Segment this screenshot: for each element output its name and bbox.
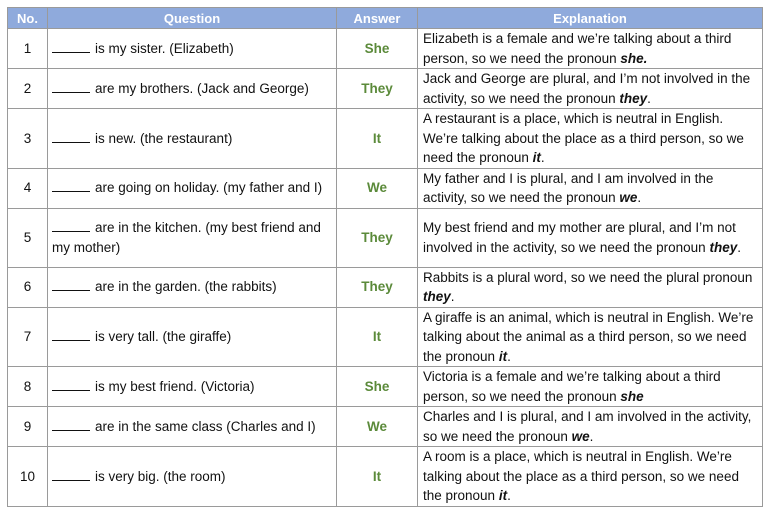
answer-blank [52, 130, 90, 143]
pronoun: she [620, 388, 644, 404]
row-number: 3 [8, 109, 48, 169]
answer-cell: She [337, 29, 418, 69]
question-text: are in the same class (Charles and I) [95, 418, 316, 434]
pronoun: they [619, 90, 648, 106]
question-cell [48, 168, 337, 208]
answer-cell: It [337, 307, 418, 367]
row-number: 2 [8, 69, 48, 109]
table-row [8, 367, 763, 407]
table-row [8, 267, 763, 307]
answer-blank [52, 40, 90, 53]
answer-blank [52, 328, 90, 341]
question-text: is very big. (the room) [95, 468, 226, 484]
question-text: is new. (the restaurant) [95, 130, 233, 146]
answer-cell: It [337, 109, 418, 169]
row-number: 9 [8, 407, 48, 447]
explanation-text: A giraffe is an animal, which is neutral in English. We’re talking about the animal as a third person, so we need the pronoun [423, 309, 754, 364]
pronoun: it [498, 348, 508, 364]
answer-blank [52, 80, 90, 93]
table-header-row [8, 8, 763, 29]
table-row [8, 69, 763, 109]
pronoun: it [532, 150, 541, 165]
explanation-cell [418, 109, 763, 169]
explanation-tail: . [507, 348, 511, 364]
explanation-cell [418, 447, 763, 507]
pronoun: we [571, 428, 590, 444]
explanation-text: A restaurant is a place, which is neutral in English. We’re talking about the place as a third person, so we need the pronoun [423, 111, 744, 165]
explanation-text: Elizabeth is a female and we’re talking about a third person, so we need the pronoun [423, 31, 732, 66]
row-number: 1 [8, 29, 48, 69]
explanation-cell [418, 208, 763, 267]
answer-blank [52, 219, 90, 232]
explanation-tail: . [540, 150, 545, 165]
question-cell [48, 407, 337, 447]
table-row [8, 307, 763, 367]
header-answer: Answer [337, 8, 418, 29]
answer-cell: They [337, 208, 418, 267]
question-text: is my best friend. (Victoria) [95, 378, 255, 394]
question-text: is very tall. (the giraffe) [95, 329, 232, 344]
row-number: 4 [8, 168, 48, 208]
table-row [8, 447, 763, 507]
explanation-cell [418, 307, 763, 367]
pronoun-exercise-table [7, 7, 763, 507]
pronoun: it [498, 488, 508, 503]
question-text: is my sister. (Elizabeth) [95, 40, 234, 56]
question-text: are going on holiday. (my father and I) [95, 180, 323, 196]
question-cell [48, 447, 337, 507]
question-text: are my brothers. (Jack and George) [95, 80, 309, 96]
question-text: are in the kitchen. (my best friend and my mother) [52, 220, 321, 255]
answer-cell: She [337, 367, 418, 407]
row-number: 7 [8, 307, 48, 367]
pronoun: they [423, 289, 451, 304]
answer-cell: It [337, 447, 418, 507]
header-no: No. [8, 8, 48, 29]
explanation-cell [418, 29, 763, 69]
explanation-text: Rabbits is a plural word, so we need the plural pronoun [423, 269, 753, 285]
answer-cell: We [337, 168, 418, 208]
row-number: 8 [8, 367, 48, 407]
explanation-text: My father and I is plural, and I am involved in the activity, so we need the pronoun [423, 170, 714, 205]
answer-cell: They [337, 69, 418, 109]
pronoun: they [709, 239, 738, 255]
header-question: Question [48, 8, 337, 29]
explanation-text: Charles and I is plural, and I am involved in the activity, so we need the pronoun [423, 409, 752, 444]
header-explanation: Explanation [418, 8, 763, 29]
row-number: 6 [8, 267, 48, 307]
question-cell [48, 29, 337, 69]
answer-blank [52, 418, 90, 431]
explanation-tail: . [737, 239, 741, 255]
explanation-text: My best friend and my mother are plural, and I’m not involved in the activity, so we need the pronoun [423, 220, 736, 255]
explanation-text: Jack and George are plural, and I’m not involved in the activity, so we need the pronoun [423, 71, 751, 106]
explanation-cell [418, 367, 763, 407]
question-cell [48, 367, 337, 407]
explanation-tail: . [507, 488, 511, 503]
explanation-tail: . [589, 428, 594, 444]
table-row [8, 29, 763, 69]
pronoun: she. [620, 50, 648, 66]
explanation-tail: . [647, 90, 651, 106]
explanation-cell [418, 267, 763, 307]
table-row [8, 208, 763, 267]
table-row [8, 407, 763, 447]
answer-blank [52, 179, 90, 192]
question-cell [48, 307, 337, 367]
explanation-cell [418, 407, 763, 447]
question-cell [48, 208, 337, 267]
explanation-tail: . [450, 289, 455, 304]
explanation-text: A room is a place, which is neutral in English. We’re talking about the place as a third person, so we need the pronoun [423, 449, 739, 503]
question-text: are in the garden. (the rabbits) [95, 279, 277, 295]
question-cell [48, 267, 337, 307]
explanation-cell [418, 69, 763, 109]
explanation-text: Victoria is a female and we’re talking about a third person, so we need the pronoun [423, 369, 721, 404]
table-row [8, 109, 763, 169]
answer-blank [52, 468, 90, 481]
row-number: 10 [8, 447, 48, 507]
answer-blank [52, 278, 90, 291]
answer-cell: We [337, 407, 418, 447]
question-cell [48, 109, 337, 169]
table-row [8, 168, 763, 208]
row-number: 5 [8, 208, 48, 267]
answer-blank [52, 378, 90, 391]
pronoun: we [619, 190, 638, 205]
explanation-cell [418, 168, 763, 208]
question-cell [48, 69, 337, 109]
explanation-tail: . [637, 190, 642, 205]
answer-cell: They [337, 267, 418, 307]
